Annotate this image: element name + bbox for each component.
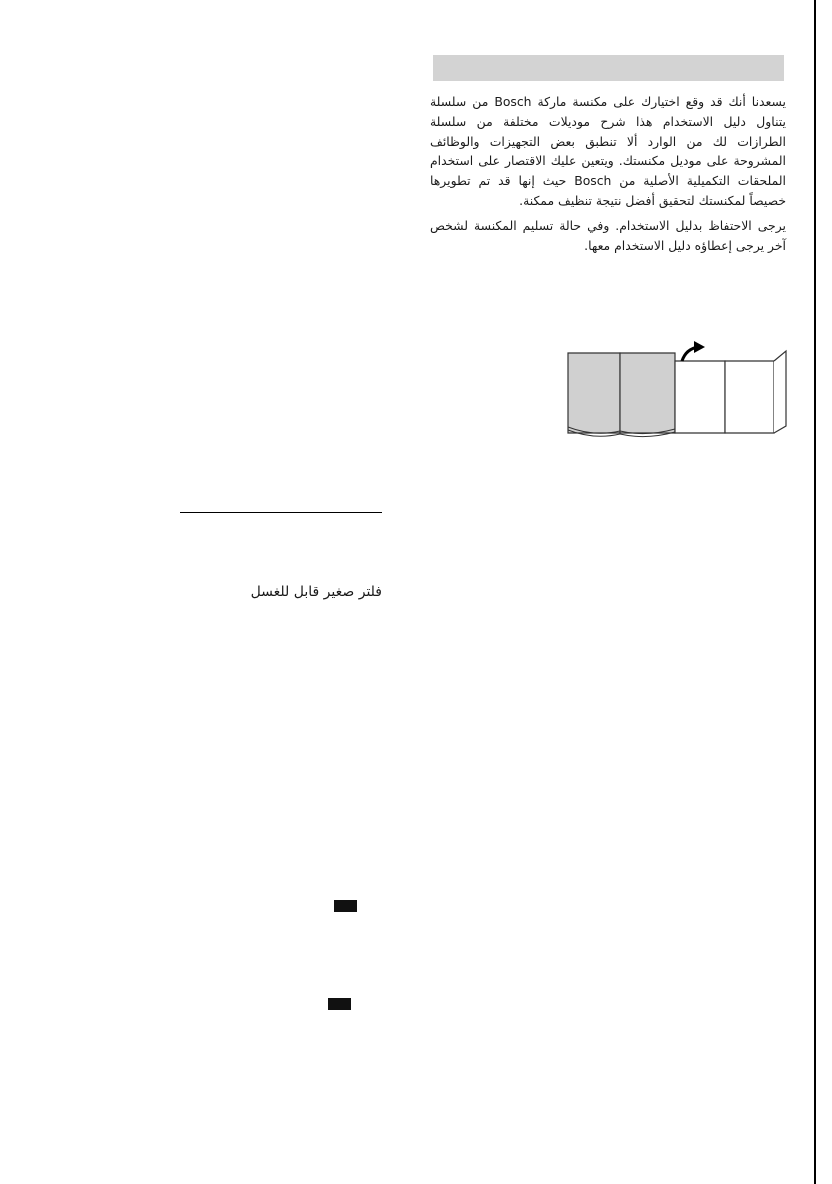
page-edge-line	[814, 0, 816, 1184]
intro-text	[430, 92, 786, 260]
booklet-page-3	[675, 361, 725, 433]
filter-label: فلتر صغير قابل للغسل	[250, 584, 382, 600]
black-marker-2	[328, 998, 351, 1010]
booklet-page-2	[620, 353, 675, 433]
intro-paragraph-2: يرجى الاحتفاظ بدليل الاستخدام. وفي حالة تسليم المكنسة لشخص آخر يرجى إعطاؤه دليل الاستخدام معها.	[430, 217, 786, 253]
fold-out-booklet-illustration	[560, 341, 792, 441]
booklet-page-1	[568, 353, 620, 433]
curved-arrow-icon	[682, 341, 705, 361]
section-header-bar	[433, 55, 784, 81]
black-marker-1	[334, 900, 357, 912]
intro-paragraph-1: يسعدنا أنك قد وقع اختيارك على مكنسة ماركة Bosch من سلسلة يتناول دليل الاستخدام هذا شرح موديلات مختلفة من سلسلة الطرازات لك من الوارد ألا تنطبق بعض التجهيزات والوظائف المشروحة على موديل مكنستك. ويتعين عليك الاقتصار على استخدام الملحقات التكميلية الأصلية من Bosch حيث إنها قد تم تطويرها خصيصاً لمكنستك لتحقيق أفضل نتيجة تنظيف ممكنة.	[430, 94, 786, 208]
horizontal-rule	[180, 512, 382, 513]
booklet-page-4	[725, 361, 774, 433]
